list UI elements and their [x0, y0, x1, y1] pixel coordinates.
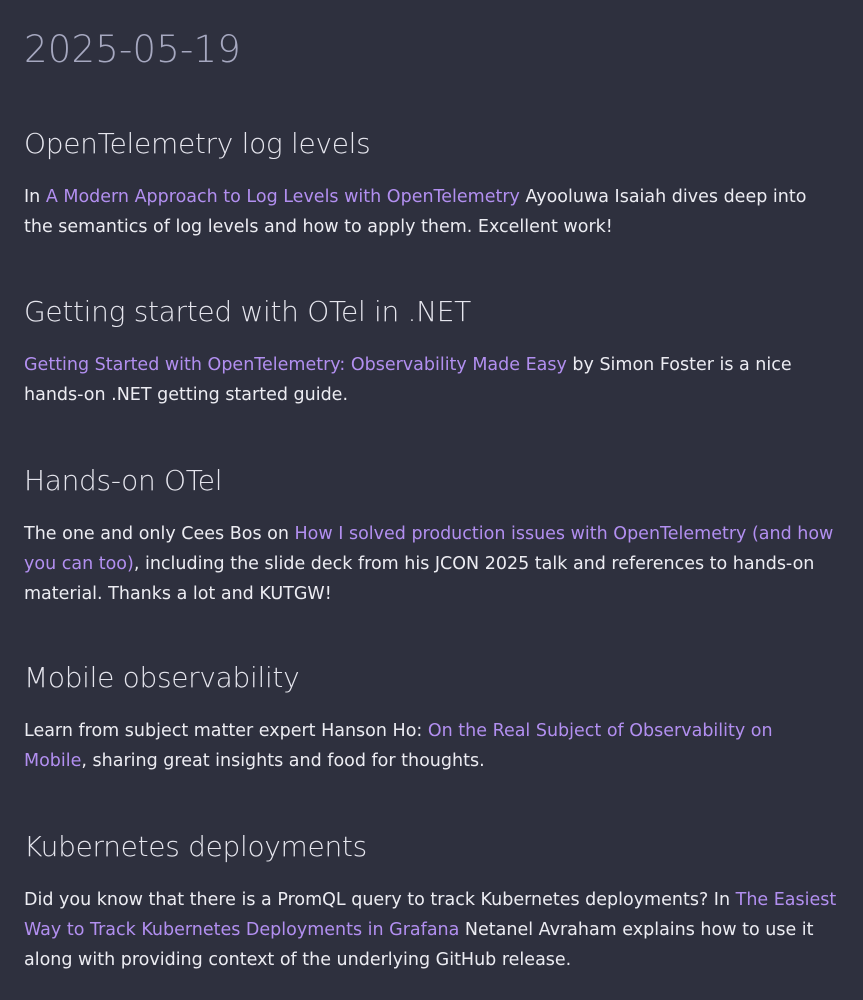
- body-text: Ayooluwa Isaiah dives deep into the semantics of log levels and how to apply them. Excellent work!: [24, 187, 807, 237]
- post-date: 2025-05-19: [24, 28, 242, 71]
- section-body: [24, 716, 839, 776]
- section-otel-dotnet: [24, 294, 839, 410]
- section-opentelemetry-log-levels: [24, 126, 839, 242]
- article-link[interactable]: Getting Started with OpenTelemetry: Observability Made Easy: [24, 355, 567, 375]
- section-title: Kubernetes deployments: [24, 830, 367, 863]
- article-link[interactable]: A Modern Approach to Log Levels with OpenTelemetry: [45, 187, 520, 207]
- section-kubernetes-deployments: [24, 829, 839, 975]
- article-link[interactable]: On the Real Subject of Observability on Mobile: [24, 721, 773, 771]
- body-text: by Simon Foster is a nice hands-on .NET getting started guide.: [24, 355, 792, 405]
- body-text: Netanel Avraham explains how to use it along with providing context of the underlying GitHub release.: [24, 920, 814, 970]
- section-title: Mobile observability: [24, 661, 300, 694]
- body-text: , sharing great insights and food for thoughts.: [81, 751, 485, 771]
- section-body: [24, 350, 839, 410]
- article-link[interactable]: How I solved production issues with OpenTelemetry (and how you can too): [24, 524, 834, 574]
- section-mobile-observability: [24, 660, 839, 776]
- section-title: Getting started with OTel in .NET: [24, 295, 471, 328]
- section-hands-on-otel: [24, 463, 839, 609]
- body-text: The one and only Cees Bos on: [24, 524, 295, 544]
- article-link[interactable]: The Easiest Way to Track Kubernetes Deployments in Grafana: [24, 890, 837, 940]
- section-body: [24, 182, 839, 242]
- body-text: Did you know that there is a PromQL query to track Kubernetes deployments? In: [24, 890, 736, 910]
- body-text: Learn from subject matter expert Hanson Ho:: [24, 721, 428, 741]
- section-body: [24, 885, 839, 975]
- body-text: In: [24, 187, 46, 207]
- body-text: , including the slide deck from his JCON 2025 talk and references to hands-on material. Thanks a lot and KUTGW!: [24, 554, 815, 604]
- section-title: Hands-on OTel: [24, 464, 223, 497]
- section-body: [24, 519, 839, 609]
- section-title: OpenTelemetry log levels: [24, 127, 371, 160]
